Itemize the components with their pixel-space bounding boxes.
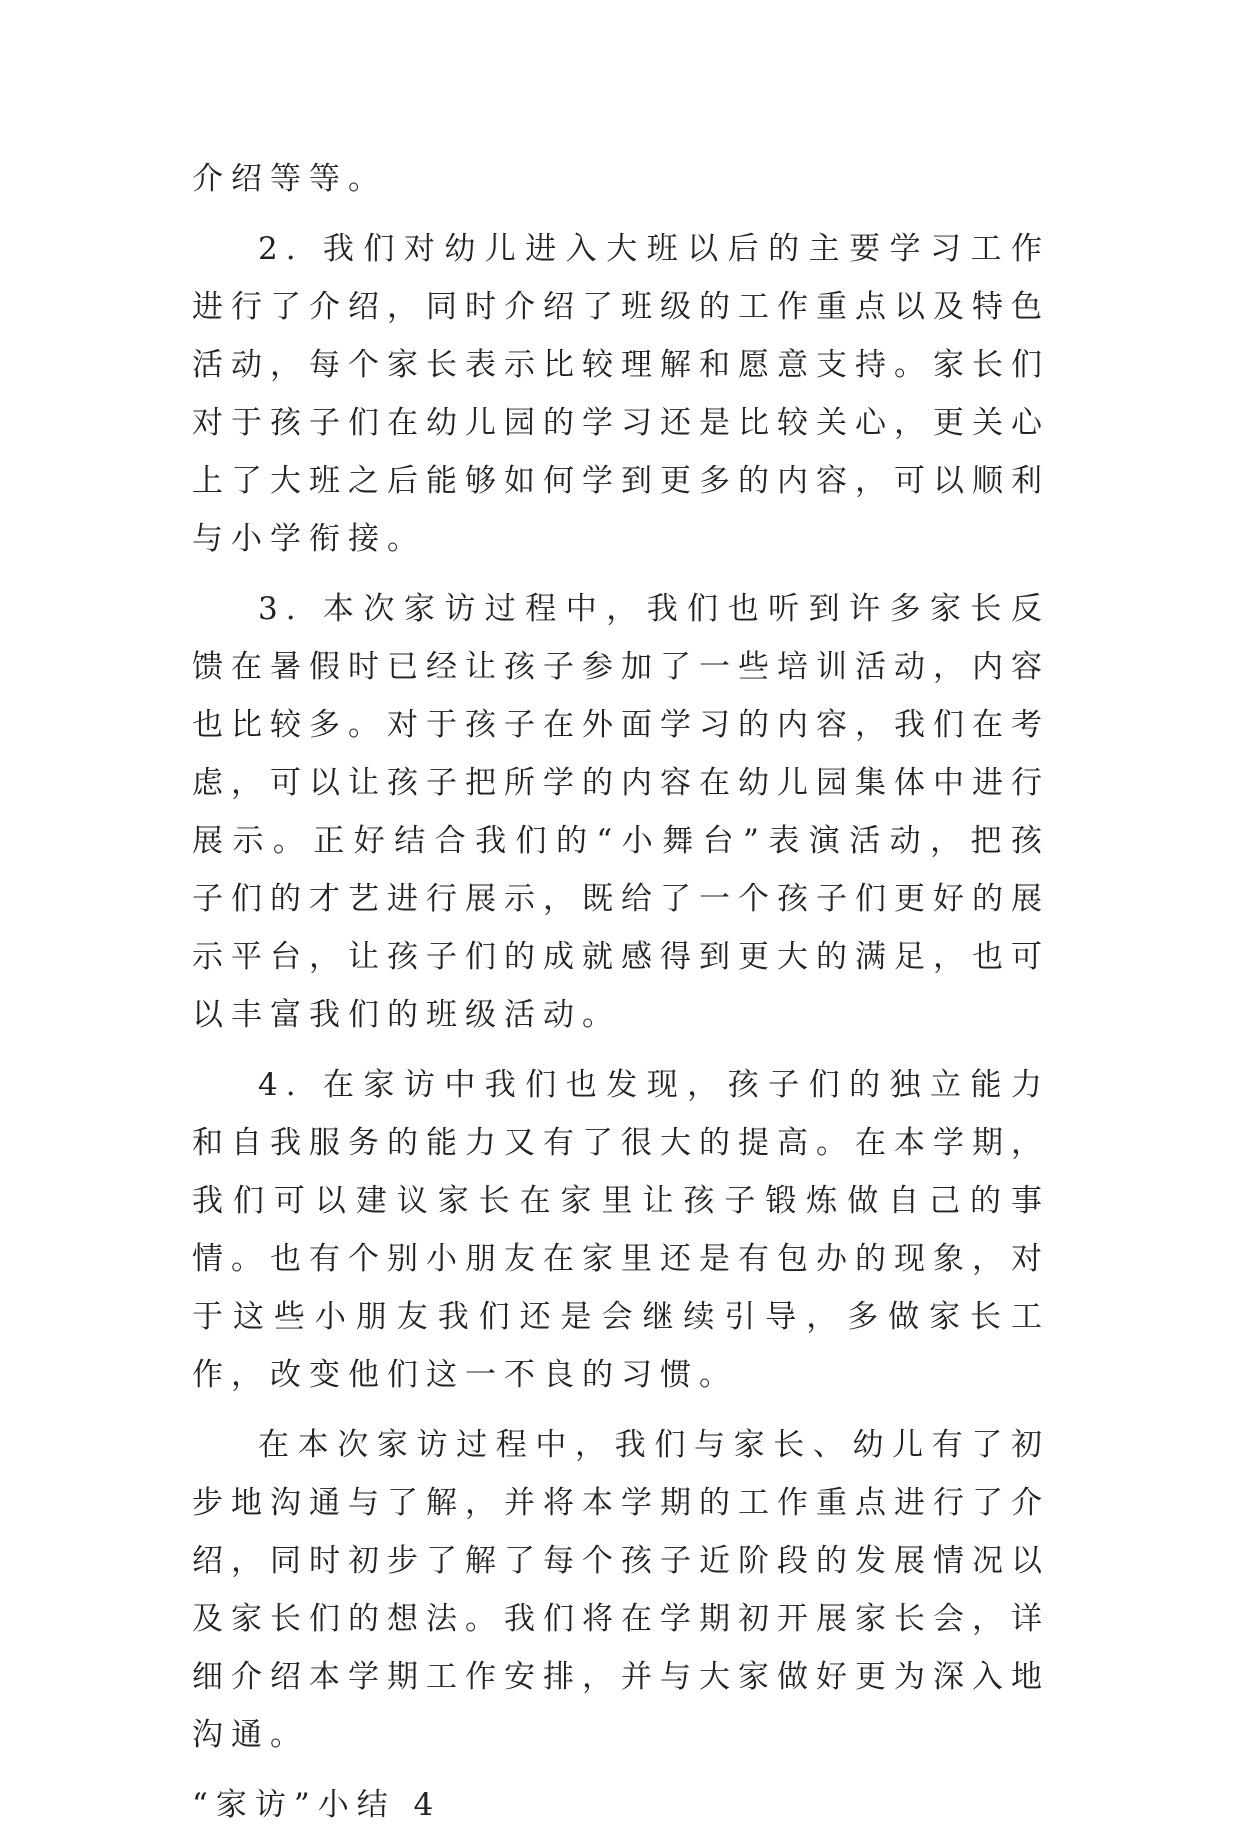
paragraph-summary: 在本次家访过程中，我们与家长、幼儿有了初步地沟通与了解，并将本学期的工作重点进行了介绍，同时初步了解了每个孩子近阶段的发展情况以及家长们的想法。我们将在学期初开展家长会，详细介绍本学期工作安排，并与大家做好更为深入地沟通。 xyxy=(192,1427,1050,1753)
paragraph-item-4: 4. 在家访中我们也发现，孩子们的独立能力和自我服务的能力又有了很大的提高。在本学期，我们可以建议家长在家里让孩子锻炼做自己的事情。也有个别小朋友在家里还是有包办的现象，对于这些小朋友我们还是会继续引导，多做家长工作，改变他们这一不良的习惯。 xyxy=(192,1067,1050,1393)
paragraph-item-2: 2. 我们对幼儿进入大班以后的主要学习工作进行了介绍，同时介绍了班级的工作重点以及特色活动，每个家长表示比较理解和愿意支持。家长们对于孩子们在幼儿园的学习还是比较关心，更关心上了大班之后能够如何学到更多的内容，可以顺利与小学衔接。 xyxy=(192,231,1050,557)
paragraph-continuation: 介绍等等。 xyxy=(192,161,387,197)
paragraph-item-3: 3. 本次家访过程中，我们也听到许多家长反馈在暑假时已经让孩子参加了一些培训活动，内容也比较多。对于孩子在外面学习的内容，我们在考虑，可以让孩子把所学的内容在幼儿园集体中进行展示。正好结合我们的“小舞台”表演活动，把孩子们的才艺进行展示，既给了一个孩子们更好的展示平台，让孩子们的成就感得到更大的满足，也可以丰富我们的班级活动。 xyxy=(192,591,1050,1033)
document-body xyxy=(192,150,1050,1846)
section-heading: “家访”小结 4 xyxy=(192,1787,442,1823)
